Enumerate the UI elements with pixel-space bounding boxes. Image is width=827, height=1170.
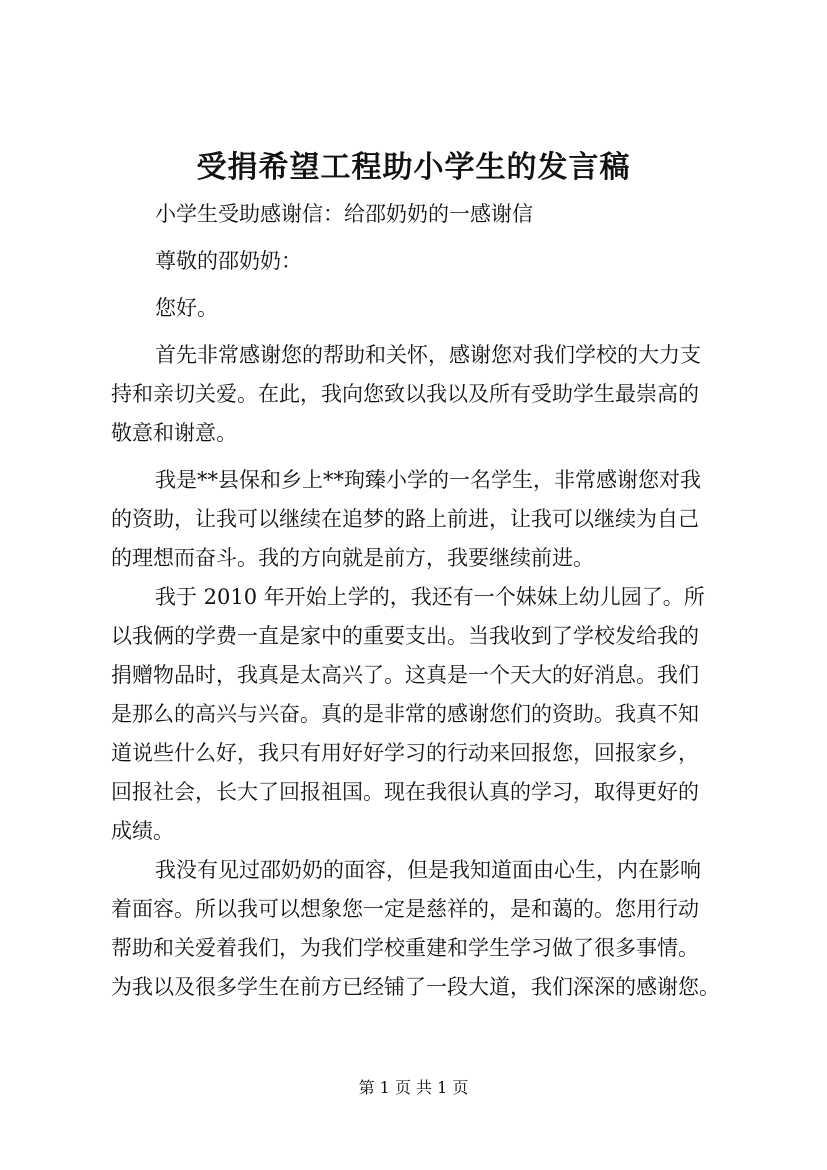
paragraph-3-line-2: 以我俩的学费一直是家中的重要支出。当我收到了学校发给我的 (111, 624, 699, 648)
paragraph-3-line-5: 道说些什么好，我只有用好好学习的行动来回报您，回报家乡， (111, 741, 699, 765)
greeting-line: 您好。 (155, 296, 218, 320)
document-title: 受捐希望工程助小学生的发言稿 (196, 150, 631, 185)
paragraph-3-line-7: 成绩。 (111, 819, 174, 843)
subtitle-line: 小学生受助感谢信：给邵奶奶的一感谢信 (155, 202, 533, 226)
paragraph-1-line-3: 敬意和谢意。 (111, 421, 237, 445)
paragraph-4-line-1: 我没有见过邵奶奶的面容，但是我知道面由心生，内在影响 (155, 858, 701, 882)
document-body (111, 195, 733, 1007)
paragraph-4-line-2: 着面容。所以我可以想象您一定是慈祥的，是和蔼的。您用行动 (111, 897, 699, 921)
paragraph-4-line-4: 为我以及很多学生在前方已经铺了一段大道，我们深深的感谢您。 (111, 975, 720, 999)
salutation-line: 尊敬的邵奶奶： (155, 249, 302, 273)
paragraph-3-line-4: 是那么的高兴与兴奋。真的是非常的感谢您们的资助。我真不知 (111, 702, 699, 726)
paragraph-3-line-3: 捐赠物品时，我真是太高兴了。这真是一个天大的好消息。我们 (111, 663, 699, 687)
page-footer: 第 1 页 共 1 页 (358, 1078, 469, 1097)
paragraph-1-line-1: 首先非常感谢您的帮助和关怀，感谢您对我们学校的大力支 (155, 343, 701, 367)
paragraph-3-line-6: 回报社会，长大了回报祖国。现在我很认真的学习，取得更好的 (111, 780, 699, 804)
paragraph-2-line-3: 的理想而奋斗。我的方向就是前方，我要继续前进。 (111, 546, 594, 570)
paragraph-2-line-1: 我是**县保和乡上**珣臻小学的一名学生，非常感谢您对我 (155, 468, 701, 492)
paragraph-3-line-1: 我于 2010 年开始上学的，我还有一个妹妹上幼儿园了。所 (155, 585, 705, 609)
paragraph-1-line-2: 持和亲切关爱。在此，我向您致以我以及所有受助学生最崇高的 (111, 382, 699, 406)
paragraph-4-line-3: 帮助和关爱着我们，为我们学校重建和学生学习做了很多事情。 (111, 936, 699, 960)
paragraph-2-line-2: 的资助，让我可以继续在追梦的路上前进，让我可以继续为自己 (111, 507, 699, 531)
